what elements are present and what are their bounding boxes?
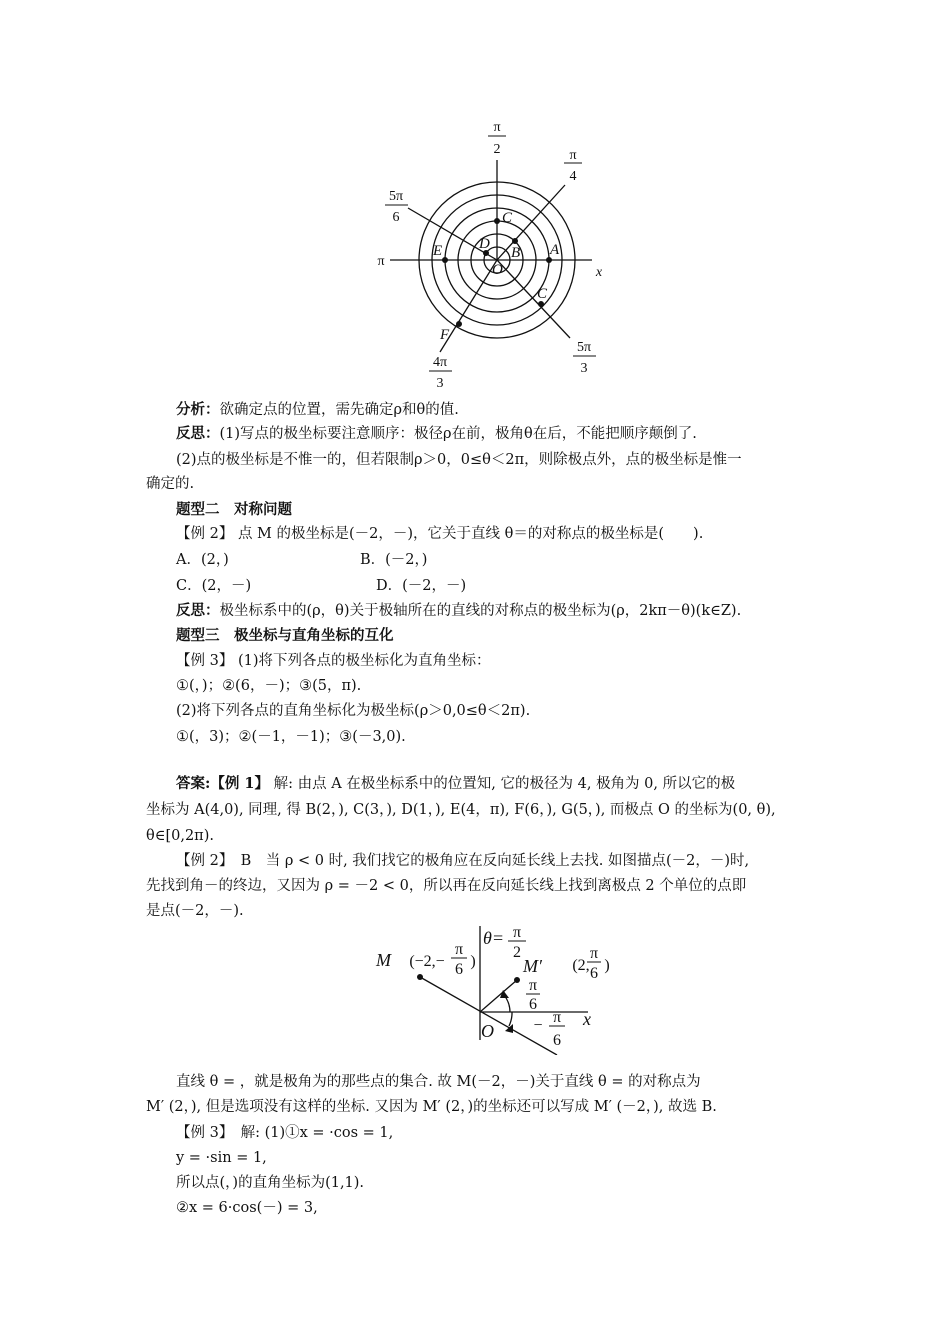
reflection-3-line bbox=[176, 601, 741, 621]
angle-lower-minus: − bbox=[533, 1017, 543, 1034]
Mp-coord-open: (2, bbox=[572, 957, 590, 974]
answer-ex1-line2: 坐标为 A(4,0), 同理, 得 B(2，), C(3，), D(1，), E(4，π), F(6，), G(5，), 而极点 O 的坐标为(0, θ), bbox=[146, 802, 776, 818]
reflection-heading: 反思： bbox=[176, 425, 220, 442]
analysis-heading: 分析： bbox=[176, 401, 220, 418]
symmetry-figure bbox=[370, 920, 620, 1055]
label-pi: π bbox=[377, 254, 385, 269]
label-E: E bbox=[433, 243, 443, 259]
M-coord-pi: π bbox=[454, 941, 464, 958]
point-M-prime bbox=[514, 977, 520, 983]
label-5pi-6-num: 5π bbox=[388, 189, 404, 204]
label-5pi-6-den: 6 bbox=[392, 210, 400, 225]
option-D: D．(－2，－) bbox=[376, 578, 467, 594]
answer-ex2-line5: M′ (2，), 但是选项没有这样的坐标. 又因为 M′ (2，)的坐标还可以写成 M′ (－2，), 故选 B. bbox=[146, 1099, 717, 1115]
answer-ex2-line4: 直线 θ = ，就是极角为的那些点的集合. 故 M(－2，－)关于直线 θ = 的对称点为 bbox=[176, 1074, 701, 1090]
label-4pi-3-num: 4π bbox=[432, 355, 448, 370]
answer-ex2-line2: 先找到角－的终边，又因为 ρ = －2 < 0，所以再在反向延长线上找到离极点 2 个单位的点即 bbox=[146, 878, 747, 894]
point-B bbox=[512, 238, 518, 244]
M-coord-den: 6 bbox=[455, 961, 463, 978]
polar-coordinate-figure bbox=[370, 115, 620, 395]
angle-upper-pi: π bbox=[528, 977, 538, 994]
theta-eq: θ= bbox=[483, 928, 504, 948]
Mp-coord-pi: π bbox=[589, 945, 599, 962]
label-B: B bbox=[511, 245, 521, 261]
reflection-3-heading: 反思： bbox=[176, 602, 220, 619]
label-F: F bbox=[440, 327, 450, 343]
reflection-1-line bbox=[176, 424, 697, 444]
point-C-upper bbox=[494, 218, 500, 224]
label-pi-2-num: π bbox=[493, 120, 501, 135]
x-label: x bbox=[583, 1009, 591, 1029]
theta-pi: π bbox=[512, 924, 522, 941]
answer-ex3-line1: 【例 3】 解: (1)①x = ·cos = 1, bbox=[176, 1125, 394, 1141]
label-C-lower: C bbox=[537, 286, 548, 302]
label-C-upper: C bbox=[502, 210, 513, 226]
answer-ex1-line1 bbox=[176, 774, 735, 794]
example-3-part1: 【例 3】 (1)将下列各点的极坐标化为直角坐标： bbox=[176, 653, 491, 669]
label-5pi-3-num: 5π bbox=[576, 340, 592, 355]
option-B: B．(－2，) bbox=[360, 552, 428, 568]
angle-lower-den: 6 bbox=[553, 1032, 561, 1049]
point-E bbox=[442, 257, 448, 263]
label-A: A bbox=[550, 242, 560, 258]
label-O: O bbox=[492, 262, 503, 278]
label-D: D bbox=[479, 236, 490, 252]
section-title-3: 题型三 极坐标与直角坐标的互化 bbox=[176, 627, 394, 644]
answer-heading: 答案:【例 1】 bbox=[176, 775, 269, 792]
answer-ex2-line1: 【例 2】 B 当 ρ < 0 时, 我们找它的极角应在反向延长线上去找. 如图描点(－2，－)时, bbox=[176, 853, 750, 869]
angle-lower-pi: π bbox=[552, 1009, 562, 1026]
theta-den: 2 bbox=[513, 944, 521, 961]
O-label: O bbox=[481, 1021, 494, 1041]
label-4pi-3-den: 3 bbox=[436, 376, 444, 391]
ray-to-M-prime bbox=[480, 980, 517, 1012]
option-C: C．(2，－) bbox=[176, 578, 252, 594]
answer-ex3-line2: y = ·sin = 1, bbox=[176, 1150, 267, 1166]
label-x: x bbox=[595, 265, 603, 280]
M-coord-open: (−2,− bbox=[409, 953, 445, 970]
M-coord-close: ) bbox=[470, 953, 476, 970]
answer-ex3-line3: 所以点(，)的直角坐标为(1,1). bbox=[176, 1175, 365, 1191]
answer-ex1-line3: θ∈[0,2π). bbox=[146, 828, 214, 844]
example-3-part2: (2)将下列各点的直角坐标化为极坐标(ρ＞0,0≤θ＜2π). bbox=[176, 703, 531, 719]
example-3-points-2: ①(，3)；②(－1，－1)；③(－3,0). bbox=[176, 729, 406, 745]
analysis-body: 欲确定点的位置，需先确定ρ和θ的值. bbox=[219, 402, 459, 418]
reflection-3-body: 极坐标系中的(ρ，θ)关于极轴所在的直线的对称点的极坐标为(ρ，2kπ－θ)(k∈Z). bbox=[219, 603, 742, 619]
answer-ex3-line4: ②x = 6·cos(－) = 3, bbox=[176, 1200, 318, 1216]
reflection-body: (1)写点的极坐标要注意顺序：极径ρ在前，极角θ在后，不能把顺序颠倒了. bbox=[219, 426, 697, 442]
analysis-line bbox=[176, 400, 459, 420]
M-prime-label: M′ bbox=[523, 956, 542, 976]
option-A: A．(2，) bbox=[176, 552, 229, 568]
angle-upper-den: 6 bbox=[529, 996, 537, 1013]
point-F bbox=[456, 321, 462, 327]
Mp-coord-den: 6 bbox=[590, 965, 598, 982]
section-title-2: 题型二 对称问题 bbox=[176, 501, 292, 518]
point-M bbox=[417, 974, 423, 980]
answer-ex1-body: 解: 由点 A 在极坐标系中的位置知, 它的极径为 4, 极角为 0, 所以它的极 bbox=[269, 776, 736, 792]
example-2-question: 【例 2】 点 M 的极坐标是(－2，－)，它关于直线 θ＝的对称点的极坐标是( ). bbox=[176, 526, 704, 542]
example-3-points-1: ①(，)；②(6，－)；③(5，π). bbox=[176, 678, 362, 694]
Mp-coord-close: ) bbox=[604, 957, 610, 974]
label-pi-4-num: π bbox=[569, 148, 577, 163]
M-label: M bbox=[376, 950, 391, 970]
ray-5pi-over-3 bbox=[497, 260, 570, 338]
reflection-2-line: (2)点的极坐标是不惟一的，但若限制ρ＞0，0≤θ＜2π，则除极点外，点的极坐标是惟一 bbox=[176, 452, 742, 468]
angle-arc-lower bbox=[509, 1012, 512, 1026]
answer-ex2-line3: 是点(－2，－). bbox=[146, 903, 244, 919]
reflection-2-cont: 确定的. bbox=[146, 476, 195, 492]
label-pi-4-den: 4 bbox=[569, 169, 577, 184]
label-pi-2-den: 2 bbox=[493, 142, 501, 157]
label-5pi-3-den: 3 bbox=[580, 361, 588, 376]
